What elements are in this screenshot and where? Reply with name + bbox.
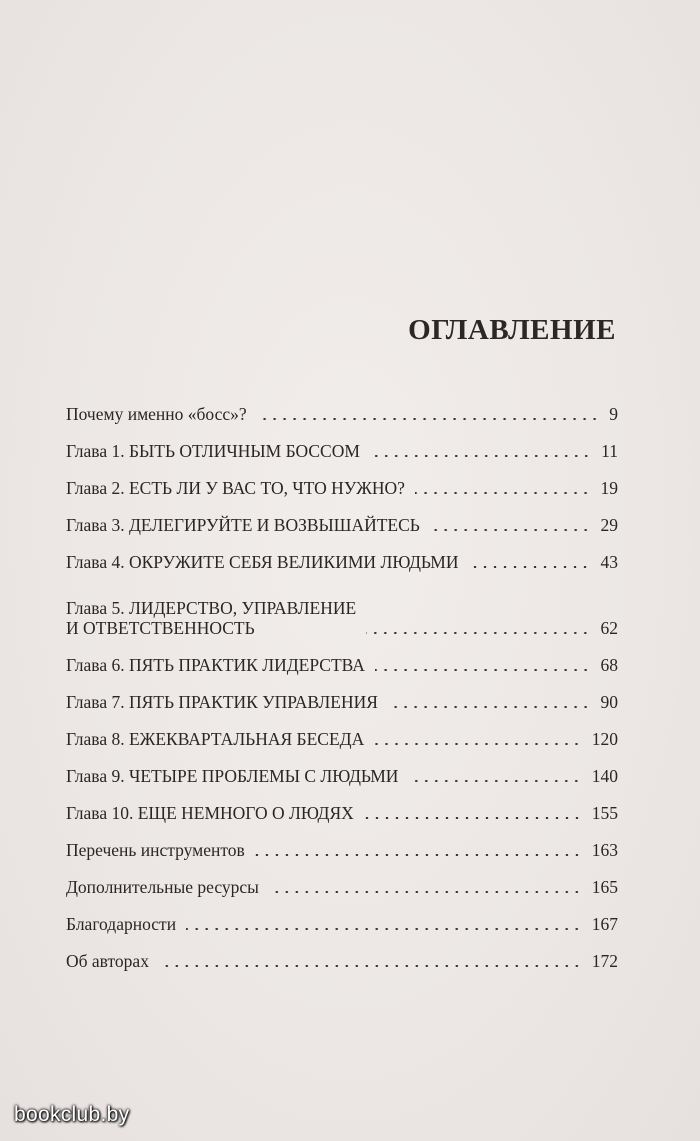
toc-entry-label: Благодарности bbox=[66, 914, 177, 934]
toc-entry bbox=[66, 535, 618, 572]
dot-leader bbox=[255, 854, 582, 856]
dot-leader bbox=[430, 529, 591, 531]
dot-leader bbox=[408, 780, 581, 782]
toc-entry bbox=[66, 897, 618, 934]
site-watermark: bookclub.by bbox=[14, 1103, 130, 1126]
toc-entry-page: 11 bbox=[601, 441, 618, 461]
dot-leader bbox=[415, 492, 591, 494]
toc-entry bbox=[66, 786, 618, 823]
toc-entry-page: 43 bbox=[600, 552, 618, 572]
dot-leader bbox=[388, 706, 591, 708]
toc-entry-label: Глава 9. ЧЕТЫРЕ ПРОБЛЕМЫ С ЛЮДЬМИ bbox=[66, 766, 399, 786]
toc-entry-label: Дополнительные ресурсы bbox=[66, 877, 259, 897]
toc-entry-page: 9 bbox=[609, 404, 618, 424]
table-of-contents bbox=[66, 387, 618, 971]
toc-entry-label: Глава 7. ПЯТЬ ПРАКТИК УПРАВЛЕНИЯ bbox=[66, 692, 378, 712]
toc-entry-label: Глава 5. ЛИДЕРСТВО, УПРАВЛЕНИЕ И ОТВЕТСТВЕННОСТЬ bbox=[66, 598, 357, 638]
toc-entry bbox=[66, 572, 618, 638]
toc-entry-label: Об авторах bbox=[66, 951, 149, 971]
dot-leader bbox=[370, 455, 591, 457]
toc-entry-page: 19 bbox=[600, 478, 618, 498]
toc-entry bbox=[66, 675, 618, 712]
toc-entry-page: 29 bbox=[600, 515, 618, 535]
toc-entry-page: 167 bbox=[591, 914, 618, 934]
toc-entry-label: Глава 8. ЕЖЕКВАРТАЛЬНАЯ БЕСЕДА bbox=[66, 729, 365, 749]
dot-leader bbox=[374, 743, 582, 745]
dot-leader bbox=[159, 965, 582, 967]
toc-entry bbox=[66, 712, 618, 749]
toc-entry-page: 163 bbox=[591, 840, 618, 860]
dot-leader bbox=[186, 928, 582, 930]
toc-entry-label: Почему именно «босс»? bbox=[66, 404, 247, 424]
toc-entry bbox=[66, 498, 618, 535]
dot-leader bbox=[375, 669, 591, 671]
toc-entry bbox=[66, 934, 618, 971]
dot-leader bbox=[257, 418, 600, 420]
page-title: ОГЛАВЛЕНИЕ bbox=[408, 314, 616, 346]
toc-entry-page: 140 bbox=[591, 766, 618, 786]
toc-entry bbox=[66, 860, 618, 897]
toc-entry bbox=[66, 823, 618, 860]
toc-entry bbox=[66, 461, 618, 498]
toc-entry-label: Глава 6. ПЯТЬ ПРАКТИК ЛИДЕРСТВА bbox=[66, 655, 365, 675]
toc-entry-page: 155 bbox=[591, 803, 618, 823]
dot-leader bbox=[468, 566, 590, 568]
toc-entry-page: 68 bbox=[600, 655, 618, 675]
toc-entry bbox=[66, 424, 618, 461]
toc-entry-label: Глава 1. БЫТЬ ОТЛИЧНЫМ БОССОМ bbox=[66, 441, 360, 461]
toc-entry bbox=[66, 638, 618, 675]
toc-entry-label: Глава 2. ЕСТЬ ЛИ У ВАС ТО, ЧТО НУЖНО? bbox=[66, 478, 405, 498]
dot-leader bbox=[364, 817, 582, 819]
toc-entry bbox=[66, 749, 618, 786]
toc-entry-label: Глава 3. ДЕЛЕГИРУЙТЕ И ВОЗВЫШАЙТЕСЬ bbox=[66, 515, 420, 535]
toc-entry-page: 120 bbox=[591, 729, 618, 749]
dot-leader bbox=[269, 891, 582, 893]
toc-entry-page: 165 bbox=[591, 877, 618, 897]
toc-entry-page: 172 bbox=[591, 951, 618, 971]
toc-entry-label: Глава 10. ЕЩЕ НЕМНОГО О ЛЮДЯХ bbox=[66, 803, 354, 823]
toc-entry-page: 62 bbox=[600, 618, 618, 638]
toc-entry-label: Глава 4. ОКРУЖИТЕ СЕБЯ ВЕЛИКИМИ ЛЮДЬМИ bbox=[66, 552, 459, 572]
toc-entry-label: Перечень инструментов bbox=[66, 840, 245, 860]
toc-entry bbox=[66, 387, 618, 424]
dot-leader bbox=[366, 632, 590, 634]
toc-entry-page: 90 bbox=[600, 692, 618, 712]
